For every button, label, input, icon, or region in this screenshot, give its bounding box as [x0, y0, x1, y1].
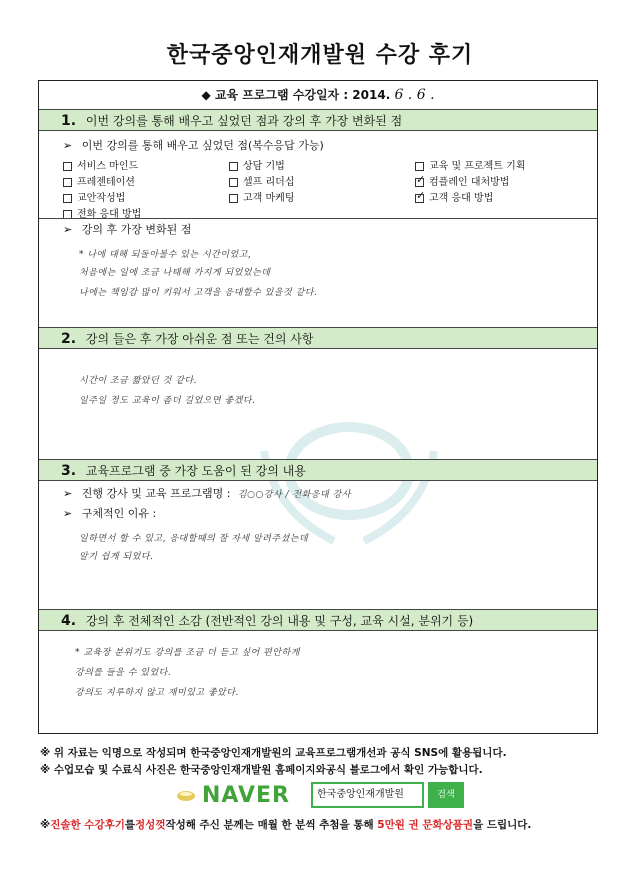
option-checkbox[interactable]	[229, 173, 294, 188]
program-value[interactable]: 김○○강사 / 전화응대 강사	[237, 490, 351, 500]
reason-label: 구체적인 이유 :	[81, 507, 157, 520]
naver-logo[interactable]: NAVER	[202, 783, 290, 808]
footer-note-3	[40, 817, 531, 832]
section-3-title: 교육프로그램 중 가장 도움이 된 강의 내용	[85, 464, 306, 478]
note3-text-3: 을 드립니다.	[473, 819, 532, 831]
answer-line[interactable]: 나에는 책임감 많이 키워서 고객을 응대할수 있을것 같다.	[79, 288, 318, 298]
note3-text-1: 를	[124, 819, 136, 831]
option-checkbox[interactable]	[63, 157, 138, 172]
section-1-title: 이번 강의를 통해 배우고 싶었던 점과 강의 후 가장 변화된 점	[85, 114, 403, 128]
footer-note-1: ※ 위 자료는 익명으로 작성되며 한국중앙인재개발원의 교육프로그램개선과 공식 SNS에 활용됩니다.	[40, 747, 507, 759]
reason-row	[63, 505, 156, 521]
program-label: 진행 강사 및 교육 프로그램명 :	[81, 487, 231, 500]
option-label: 고객 응대 방법	[429, 193, 494, 204]
page-title: 한국중앙인재개발원 수강 후기	[166, 43, 474, 68]
note3-highlight-3: 5만원 권 문화상품권	[377, 819, 474, 831]
date-handwritten[interactable]: 6 . 6 .	[394, 87, 435, 103]
arrow-icon: ➢	[63, 139, 73, 152]
option-label: 셀프 리더십	[243, 177, 295, 188]
arrow-icon: ➢	[63, 507, 73, 520]
answer-line[interactable]: 강의를 들을 수 있었다.	[75, 668, 172, 678]
arrow-icon: ➢	[63, 223, 73, 236]
naver-ball-icon	[176, 788, 196, 802]
option-label: 상담 기법	[243, 161, 285, 172]
option-label: 고객 마케팅	[243, 193, 295, 204]
section-3-number: 3.	[61, 463, 77, 479]
checkbox-icon[interactable]	[63, 194, 72, 203]
section-2-title: 강의 들은 후 가장 아쉬운 점 또는 건의 사항	[85, 332, 314, 346]
checkbox-icon[interactable]	[229, 194, 238, 203]
option-checkbox[interactable]	[415, 157, 525, 172]
naver-search-button[interactable]: 검색	[428, 782, 464, 808]
checkbox-icon[interactable]	[63, 178, 72, 187]
section-2-header	[39, 327, 597, 349]
section-1-sub1	[63, 137, 324, 153]
answer-line[interactable]: * 교육장 분위기도 강의를 조금 더 듣고 싶어 편안하게	[75, 648, 300, 658]
section-1-sub2-label: 강의 후 가장 변화된 점	[81, 223, 192, 236]
note3-highlight-1: 진솔한 수강후기	[50, 819, 125, 831]
answer-line[interactable]: 알기 쉽게 되었다.	[79, 552, 154, 562]
option-checkbox[interactable]	[229, 157, 285, 172]
answer-line[interactable]: * 나에 대해 되돌아볼수 있는 시간이었고,	[79, 250, 252, 260]
section-3-header	[39, 459, 597, 481]
answer-line[interactable]: 일하면서 할 수 있고, 응대할때의 잘 자세 알려주셨는데	[79, 534, 309, 544]
answer-line[interactable]: 일주일 정도 교육이 좀더 길었으면 좋겠다.	[79, 396, 256, 406]
checkbox-icon[interactable]	[229, 162, 238, 171]
note3-text-2: 작성해 주신 분께는 매월 한 분씩 추첨을 통해	[165, 819, 374, 831]
option-checkbox[interactable]	[63, 173, 135, 188]
option-label: 교안작성법	[77, 193, 126, 204]
section-4-title: 강의 후 전체적인 소감 (전반적인 강의 내용 및 구성, 교육 시설, 분위기 등)	[85, 614, 474, 628]
checkbox-icon[interactable]	[63, 162, 72, 171]
checkbox-icon[interactable]	[415, 162, 424, 171]
answer-line[interactable]: 시간이 조금 짧았던 것 같다.	[79, 376, 197, 386]
option-checkbox[interactable]	[63, 189, 125, 204]
option-label: 프레젠테이션	[77, 177, 135, 188]
option-label: 서비스 마인드	[77, 161, 139, 172]
section-2-number: 2.	[61, 331, 77, 347]
checked-box-icon[interactable]	[415, 178, 424, 187]
date-label: ◆ 교육 프로그램 수강일자 : 2014.	[201, 88, 391, 102]
option-checkbox[interactable]	[229, 189, 294, 204]
note3-prefix: ※	[40, 819, 51, 831]
section-1-number: 1.	[61, 113, 77, 129]
program-row	[63, 485, 351, 501]
footer-note-2: ※ 수업모습 및 수료식 사진은 한국중앙인재개발원 홈페이지와공식 블로그에서 확인 가능합니다.	[40, 764, 483, 776]
option-checkbox[interactable]	[415, 189, 493, 204]
section-1-sub1-label: 이번 강의를 통해 배우고 싶었던 점(복수응답 가능)	[81, 139, 324, 152]
divider	[39, 218, 597, 219]
answer-line[interactable]: 강의도 지루하지 않고 재미있고 좋았다.	[75, 688, 239, 698]
naver-search-input[interactable]: 한국중앙인재개발원	[311, 782, 424, 808]
review-form	[38, 80, 598, 734]
checked-box-icon[interactable]	[415, 194, 424, 203]
option-label: 전화 응대 방법	[77, 209, 142, 220]
option-label: 컴플레인 대처방법	[429, 177, 510, 188]
checkbox-icon[interactable]	[229, 178, 238, 187]
answer-line[interactable]: 처음에는 일에 조금 나태해 가지게 되었었는데	[79, 268, 271, 278]
section-4-header	[39, 609, 597, 631]
section-1-header	[39, 109, 597, 131]
section-4-number: 4.	[61, 613, 77, 629]
arrow-icon: ➢	[63, 487, 73, 500]
option-label: 교육 및 프로젝트 기획	[429, 161, 526, 172]
note3-highlight-2: 정성껏	[135, 819, 166, 831]
option-checkbox[interactable]	[415, 173, 509, 188]
date-bar	[39, 81, 597, 110]
section-1-sub2	[63, 221, 191, 237]
